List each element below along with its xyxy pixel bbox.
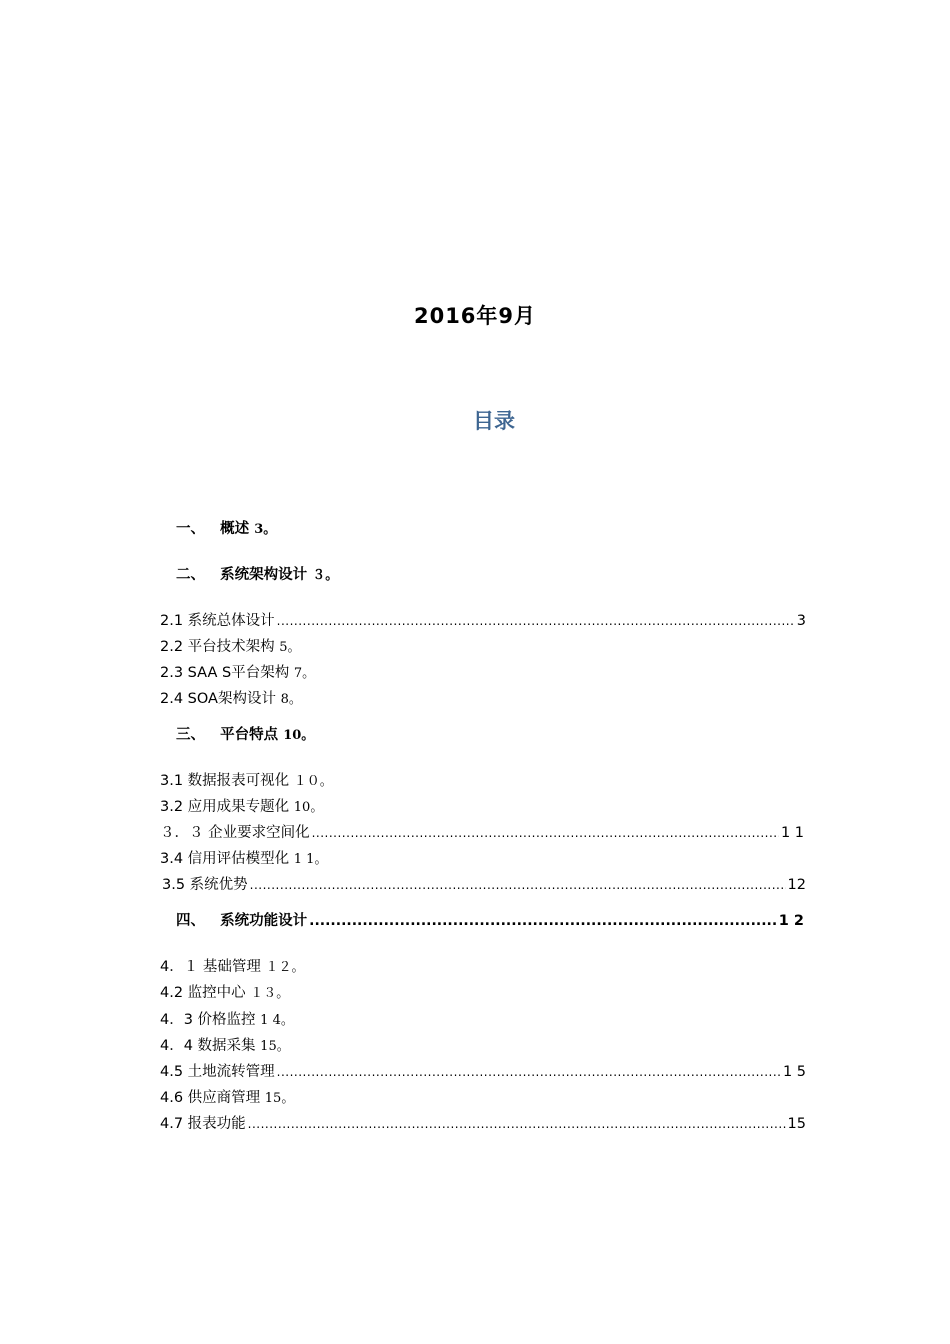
toc-entry-page: 15。 <box>260 1039 290 1054</box>
toc-entry-label: 4．１ 基础管理 <box>160 959 261 975</box>
toc-entry-page: 12 <box>787 877 806 893</box>
toc-entry-label: 2.4 SOA架构设计 <box>160 691 276 707</box>
toc-entry-4-4[interactable] <box>160 1036 290 1057</box>
toc-entry-label: 系统架构设计 <box>220 567 308 583</box>
toc-entry-architecture[interactable] <box>176 565 338 586</box>
toc-entry-page: ３。 <box>312 568 339 583</box>
toc-entry-2-3[interactable] <box>160 663 315 684</box>
toc-leader-dots <box>248 1114 786 1134</box>
toc-leader-dots <box>309 911 777 931</box>
toc-entry-4-3[interactable] <box>160 1010 294 1031</box>
toc-entry-4-1[interactable] <box>160 957 304 978</box>
toc-entry-page: 8。 <box>280 692 302 707</box>
toc-entry-4-6[interactable] <box>160 1088 294 1109</box>
toc-entry-page: 15。 <box>264 1091 295 1106</box>
toc-leader-dots <box>277 611 795 631</box>
toc-entry-page: 3。 <box>254 522 277 537</box>
toc-entry-label: 2.3 SAA S平台架构 <box>160 665 290 681</box>
toc-entry-label: 4.2 监控中心 <box>160 985 246 1001</box>
toc-entry-label: 3.1 数据报表可视化 <box>160 773 290 789</box>
toc-entry-number: 四、 <box>176 913 205 929</box>
toc-leader-dots <box>277 1062 781 1082</box>
toc-entry-3-1[interactable] <box>160 771 333 792</box>
toc-entry-page: 1 5 <box>782 1064 806 1080</box>
toc-entry-page: 15 <box>787 1116 806 1132</box>
toc-entry-number: 三、 <box>176 727 205 743</box>
toc-entry-overview[interactable] <box>176 519 276 540</box>
toc-entry-label: 3.2 应用成果专题化 <box>160 799 290 815</box>
toc-entry-page: 10。 <box>283 728 315 743</box>
toc-entry-label: 4.6 供应商管理 <box>160 1090 261 1106</box>
toc-entry-page: 1 1。 <box>293 852 328 867</box>
toc-entry-label: 4.7 报表功能 <box>160 1116 246 1132</box>
toc-entry-page: 5。 <box>279 640 301 655</box>
toc-entry-4-7[interactable] <box>160 1114 806 1134</box>
toc-entry-page: 1 4。 <box>260 1013 294 1028</box>
toc-leader-dots <box>250 875 786 895</box>
toc-entry-label: 3.4 信用评估模型化 <box>160 851 290 867</box>
toc-entry-4-5[interactable] <box>160 1062 806 1082</box>
toc-entry-label: 系统功能设计 <box>220 913 308 929</box>
toc-entry-features[interactable] <box>176 725 314 746</box>
toc-entry-page: １０。 <box>293 774 333 789</box>
toc-entry-label: ３．３ 企业要求空间化 <box>160 825 310 841</box>
toc-entry-functions[interactable] <box>176 911 804 931</box>
toc-entry-3-2[interactable] <box>160 797 323 818</box>
toc-entry-label: 4．4 数据采集 <box>160 1038 256 1054</box>
toc-entry-page: 3 <box>796 613 806 629</box>
document-date: 2016年9月 <box>413 304 537 328</box>
toc-entry-page: 1 1 <box>780 825 804 841</box>
toc-entry-2-4[interactable] <box>160 689 302 710</box>
toc-entry-page: １３。 <box>250 986 290 1001</box>
toc-entry-2-1[interactable] <box>160 611 806 631</box>
toc-entry-label: 2.1 系统总体设计 <box>160 613 275 629</box>
toc-entry-3-4[interactable] <box>160 849 327 870</box>
toc-leader-dots <box>312 823 779 843</box>
toc-entry-number: 一、 <box>176 521 205 537</box>
toc-entry-page: 1 2 <box>778 913 804 929</box>
toc-entry-label: 3.5 系统优势 <box>162 877 248 893</box>
toc-entry-2-2[interactable] <box>160 637 301 658</box>
toc-title: 目录 <box>473 409 515 433</box>
toc-entry-label: 4．3 价格监控 <box>160 1012 256 1028</box>
toc-entry-number: 二、 <box>176 567 205 583</box>
toc-entry-3-3[interactable] <box>160 823 804 843</box>
toc-entry-label: 概述 <box>220 521 250 537</box>
toc-entry-page: 7。 <box>293 666 316 681</box>
toc-entry-3-5[interactable] <box>162 875 806 895</box>
toc-entry-page: 10。 <box>293 800 324 815</box>
toc-entry-label: 2.2 平台技术架构 <box>160 639 275 655</box>
toc-entry-label: 4.5 土地流转管理 <box>160 1064 275 1080</box>
toc-entry-4-2[interactable] <box>160 983 289 1004</box>
toc-entry-label: 平台特点 <box>220 727 279 743</box>
toc-entry-page: １２。 <box>265 960 305 975</box>
